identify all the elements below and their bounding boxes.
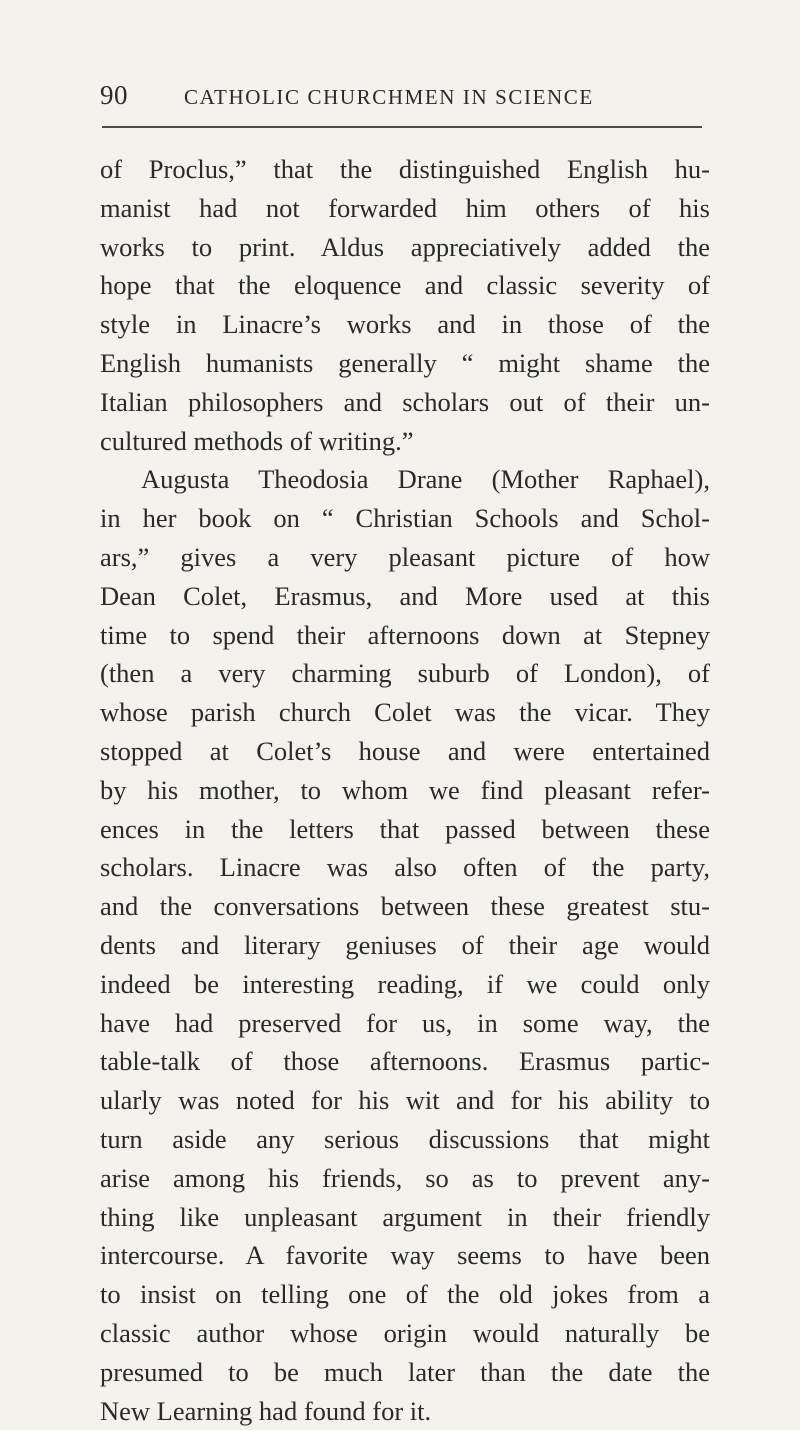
text-line: time to spend their afternoons down at Stepney — [100, 616, 710, 655]
text-line: arise among his friends, so as to prevent any- — [100, 1159, 710, 1198]
text-line: stopped at Colet’s house and were entertained — [100, 732, 710, 771]
text-line: manist had not forwarded him others of his — [100, 189, 710, 228]
text-line: thing like unpleasant argument in their friendly — [100, 1198, 710, 1237]
text-line: have had preserved for us, in some way, the — [100, 1004, 710, 1043]
text-line: of Proclus,” that the distinguished English hu- — [100, 150, 710, 189]
text-line: intercourse. A favorite way seems to have been — [100, 1236, 710, 1275]
text-line: New Learning had found for it. — [100, 1392, 710, 1430]
text-line: Augusta Theodosia Drane (Mother Raphael), — [100, 460, 710, 499]
text-line: English humanists generally “ might shame the — [100, 344, 710, 383]
text-line: style in Linacre’s works and in those of the — [100, 305, 710, 344]
text-line: cultured methods of writing.” — [100, 422, 710, 461]
text-line: and the conversations between these greatest stu- — [100, 887, 710, 926]
running-head — [100, 80, 700, 120]
text-line: whose parish church Colet was the vicar. They — [100, 693, 710, 732]
text-line: presumed to be much later than the date the — [100, 1353, 710, 1392]
text-line: table-talk of those afternoons. Erasmus partic- — [100, 1042, 710, 1081]
text-line: to insist on telling one of the old jokes from a — [100, 1275, 710, 1314]
text-line: turn aside any serious discussions that might — [100, 1120, 710, 1159]
text-line: works to print. Aldus appreciatively added the — [100, 228, 710, 267]
text-line: (then a very charming suburb of London), of — [100, 654, 710, 693]
text-line: ences in the letters that passed between these — [100, 810, 710, 849]
text-line: by his mother, to whom we find pleasant refer- — [100, 771, 710, 810]
running-title: CATHOLIC CHURCHMEN IN SCIENCE — [184, 85, 594, 110]
text-line: in her book on “ Christian Schools and Schol- — [100, 499, 710, 538]
header-rule — [102, 126, 702, 128]
text-line: Dean Colet, Erasmus, and More used at this — [100, 577, 710, 616]
text-line: Italian philosophers and scholars out of their un- — [100, 383, 710, 422]
text-line: scholars. Linacre was also often of the party, — [100, 848, 710, 887]
page-number: 90 — [100, 80, 128, 111]
text-line: ars,” gives a very pleasant picture of how — [100, 538, 710, 577]
text-line: indeed be interesting reading, if we could only — [100, 965, 710, 1004]
text-line: ularly was noted for his wit and for his ability to — [100, 1081, 710, 1120]
text-line: classic author whose origin would naturally be — [100, 1314, 710, 1353]
text-line: hope that the eloquence and classic severity of — [100, 266, 710, 305]
body-text — [100, 150, 710, 1430]
text-line: dents and literary geniuses of their age would — [100, 926, 710, 965]
